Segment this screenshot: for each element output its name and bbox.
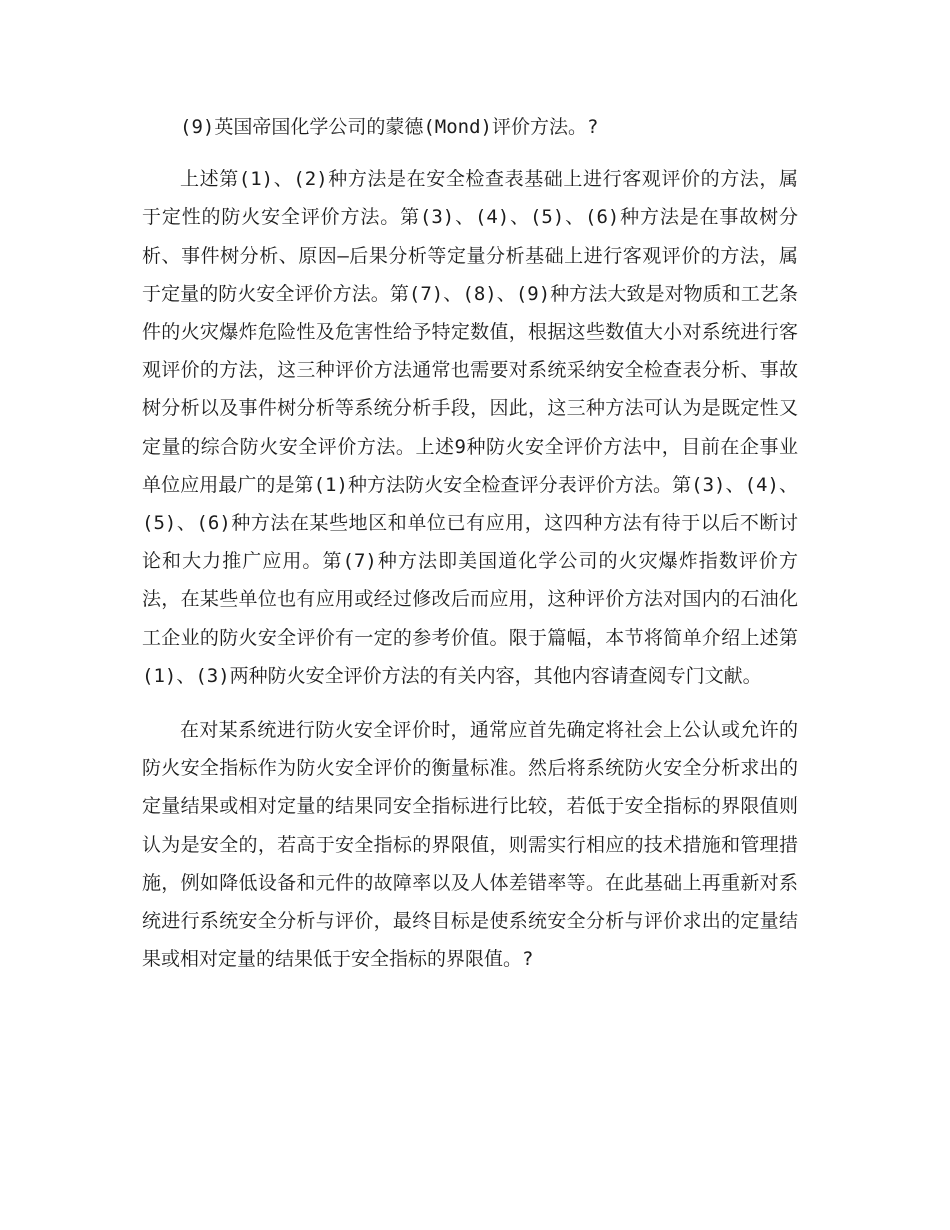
paragraph-method-summary: 上述第(1)、(2)种方法是在安全检查表基础上进行客观评价的方法，属于定性的防火安全评价方法。第(3)、(4)、(5)、(6)种方法是在事故树分析、事件树分析、原因—后果分析等定量分析基础上进行客观评价的方法，属于定量的防火安全评价方法。第(7)、(8)、(9)种方法大致是对物质和工艺条件的火灾爆炸危险性及危害性给予特定数值，根据这些数值大小对系统进行客观评价的方法，这三种评价方法通常也需要对系统采纳安全检查表分析、事故树分析以及事件树分析等系统分析手段，因此，这三种方法可认为是既定性又定量的综合防火安全评价方法。上述9种防火安全评价方法中，目前在企事业单位应用最广的是第(1)种方法防火安全检查评分表评价方法。第(3)、(4)、(5)、(6)种方法在某些地区和单位已有应用，这四种方法有待于以后不断讨论和大力推广应用。第(7)种方法即美国道化学公司的火灾爆炸指数评价方法，在某些单位也有应用或经过修改后而应用，这种评价方法对国内的石油化工企业的防火安全评价有一定的参考价值。限于篇幅，本节将简单介绍上述第(1)、(3)两种防火安全评价方法的有关内容，其他内容请查阅专门文献。 <box>142 168 798 687</box>
document-body <box>142 108 798 978</box>
paragraph-method-9: (9)英国帝国化学公司的蒙德(Mond)评价方法。? <box>180 116 599 138</box>
paragraph-evaluation-standard: 在对某系统进行防火安全评价时，通常应首先确定将社会上公认或允许的防火安全指标作为防火安全评价的衡量标准。然后将系统防火安全分析求出的定量结果或相对定量的结果同安全指标进行比较，若低于安全指标的界限值则认为是安全的，若高于安全指标的界限值，则需实行相应的技术措施和管理措施，例如降低设备和元件的故障率以及人体差错率等。在此基础上再重新对系统进行系统安全分析与评价，最终目标是使系统安全分析与评价求出的定量结果或相对定量的结果低于安全指标的界限值。? <box>142 719 798 971</box>
